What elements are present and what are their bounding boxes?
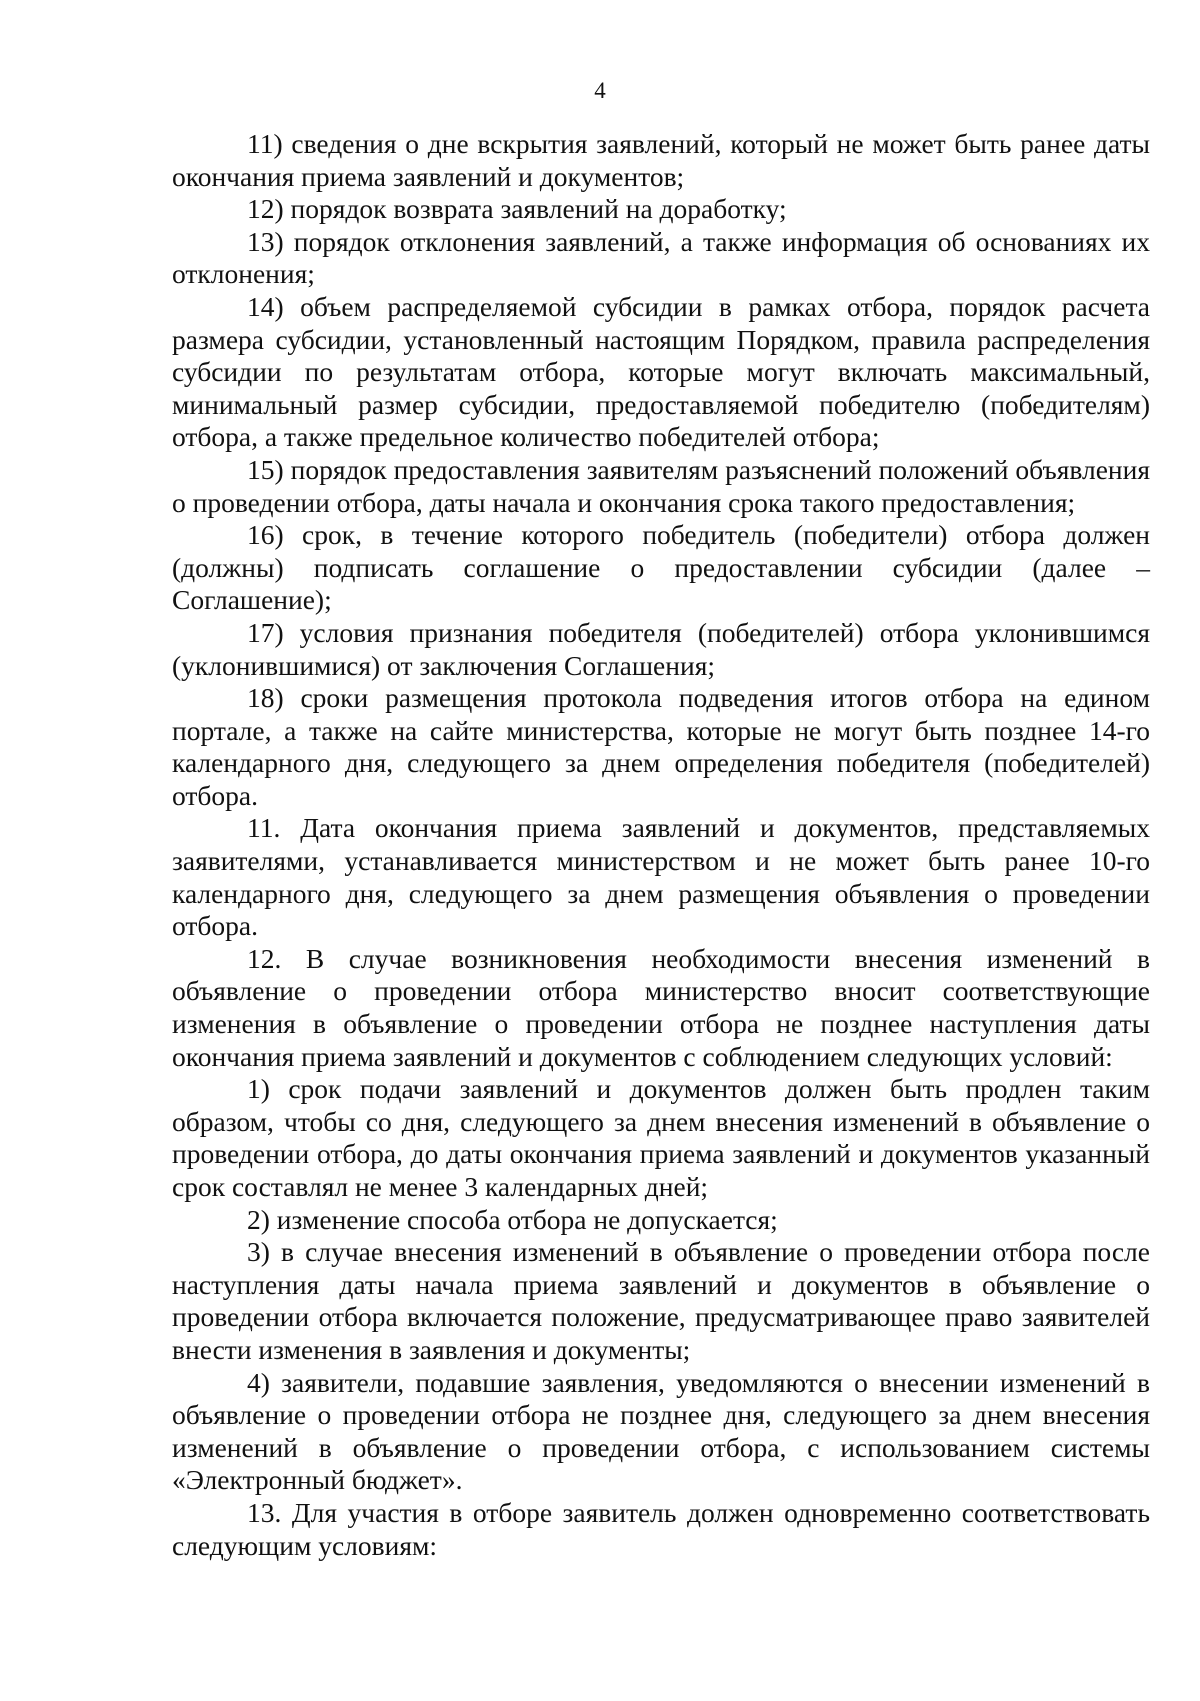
paragraph-item-18: 18) сроки размещения протокола подведения итогов отбора на едином портале, а также на сайте министерства, которые не могут быть позднее 14-го календарного дня, следующего за днем определения победителя (победителей) отбора. [172, 682, 1150, 811]
paragraph-item-16: 16) срок, в течение которого победитель (победители) отбора должен (должны) подписать соглашение о предоставлении субсидии (далее – Соглашение); [172, 519, 1150, 616]
paragraph-subitem-3: 3) в случае внесения изменений в объявление о проведении отбора после наступления даты начала приема заявлений и документов в объявление о проведении отбора включается положение, предусматривающее право заявителей внести изменения в заявления и документы; [172, 1236, 1150, 1365]
page-number: 4 [594, 78, 606, 103]
paragraph-item-15: 15) порядок предоставления заявителям разъяснений положений объявления о проведении отбора, даты начала и окончания срока такого предоставления; [172, 453, 1150, 518]
paragraph-item-17: 17) условия признания победителя (победителей) отбора уклонившимся (уклонившимися) от заключения Соглашения; [172, 616, 1150, 681]
paragraph-subitem-2: 2) изменение способа отбора не допускается; [247, 1203, 778, 1235]
paragraph-section-13: 13. Для участия в отборе заявитель должен одновременно соответствовать следующим условиям: [172, 1496, 1150, 1561]
paragraph-item-12: 12) порядок возврата заявлений на доработку; [247, 193, 787, 225]
document-body [172, 128, 1150, 1562]
paragraph-item-13: 13) порядок отклонения заявлений, а также информация об основаниях их отклонения; [172, 225, 1150, 290]
paragraph-subitem-1: 1) срок подачи заявлений и документов должен быть продлен таким образом, чтобы со дня, следующего за днем внесения изменений в объявление о проведении отбора, до даты окончания приема заявлений и документов указанный срок составлял не менее 3 календарных дней; [172, 1073, 1150, 1202]
paragraph-item-11: 11) сведения о дне вскрытия заявлений, который не может быть ранее даты окончания приема заявлений и документов; [172, 128, 1150, 192]
paragraph-section-12: 12. В случае возникновения необходимости внесения изменений в объявление о проведении отбора министерство вносит соответствующие изменения в объявление о проведении отбора не позднее наступления даты окончания приема заявлений и документов с соблюдением следующих условий: [172, 942, 1150, 1072]
paragraph-section-11: 11. Дата окончания приема заявлений и документов, представляемых заявителями, устанавливается министерством и не может быть ранее 10-го календарного дня, следующего за днем размещения объявления о проведении отбора. [172, 812, 1150, 942]
paragraph-subitem-4: 4) заявители, подавшие заявления, уведомляются о внесении изменений в объявление о проведении отбора не позднее дня, следующего за днем внесения изменений в объявление о проведении отбора, с использованием системы «Электронный бюджет». [172, 1366, 1150, 1496]
paragraph-item-14: 14) объем распределяемой субсидии в рамках отбора, порядок расчета размера субсидии, установленный настоящим Порядком, правила распределения субсидии по результатам отбора, которые могут включать максимальный, минимальный размер субсидии, предоставляемой победителю (победителям) отбора, а также предельное количество победителей отбора; [172, 290, 1150, 453]
